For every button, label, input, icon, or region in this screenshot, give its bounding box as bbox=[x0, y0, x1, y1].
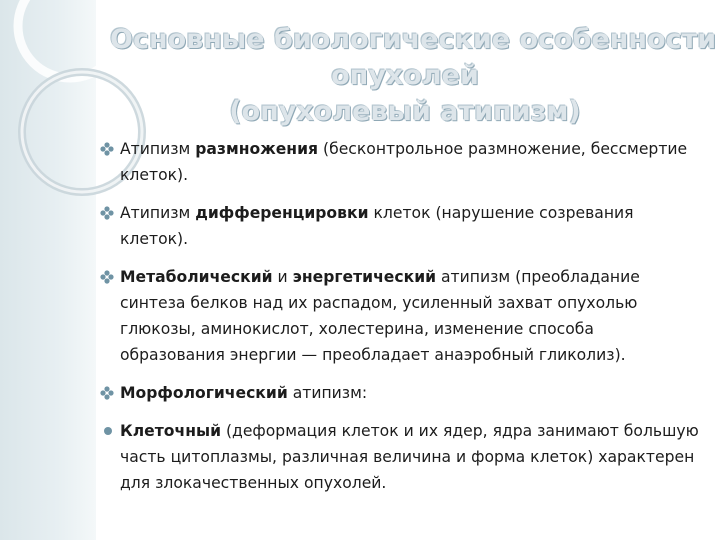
diamond-bullet-icon bbox=[100, 142, 114, 156]
list-item bbox=[100, 264, 700, 368]
list-item bbox=[100, 136, 700, 188]
title-line: опухолей bbox=[331, 60, 479, 91]
bullet-text: Атипизм bbox=[120, 140, 196, 158]
bullet-text: (деформация клеток и их ядер, ядра занимают большую часть цитоплазмы, различная величина и форма клеток) характерен для злокачественных опухолей. bbox=[120, 422, 699, 492]
dot-bullet-icon bbox=[104, 427, 112, 435]
slide-title bbox=[110, 22, 717, 130]
bullet-bold: энергетический bbox=[292, 268, 437, 286]
bullet-list bbox=[100, 136, 700, 508]
diamond-bullet-icon bbox=[100, 270, 114, 284]
bullet-bold: размножения bbox=[195, 140, 319, 158]
bullet-text: Атипизм bbox=[120, 204, 196, 222]
side-decor-strip bbox=[0, 0, 96, 540]
list-item bbox=[100, 418, 700, 496]
bullet-bold: дифференцировки bbox=[195, 204, 369, 222]
bullet-text: и bbox=[272, 268, 293, 286]
bullet-text: атипизм: bbox=[287, 384, 368, 402]
list-item bbox=[100, 380, 700, 406]
diamond-bullet-icon bbox=[100, 206, 114, 220]
bullet-bold: Морфологический bbox=[120, 384, 288, 402]
bullet-text: атипизм (преобладание синтеза белков над их распадом, усиленный захват опухолью глюкозы, аминокислот, холестерина, изменение способа образования энергии — преобладает анаэробный гликолиз). bbox=[120, 268, 640, 364]
bullet-text: (бесконтрольное размножение, бессмертие клеток). bbox=[120, 140, 688, 184]
bullet-bold: Клеточный bbox=[120, 422, 222, 440]
diamond-bullet-icon bbox=[100, 386, 114, 400]
title-line: Основные биологические особенности bbox=[110, 24, 717, 55]
bullet-bold: Метаболический bbox=[120, 268, 273, 286]
title-line: (опухолевый атипизм) bbox=[229, 96, 581, 127]
list-item bbox=[100, 200, 700, 252]
bullet-text: клеток (нарушение созревания клеток). bbox=[120, 204, 634, 248]
